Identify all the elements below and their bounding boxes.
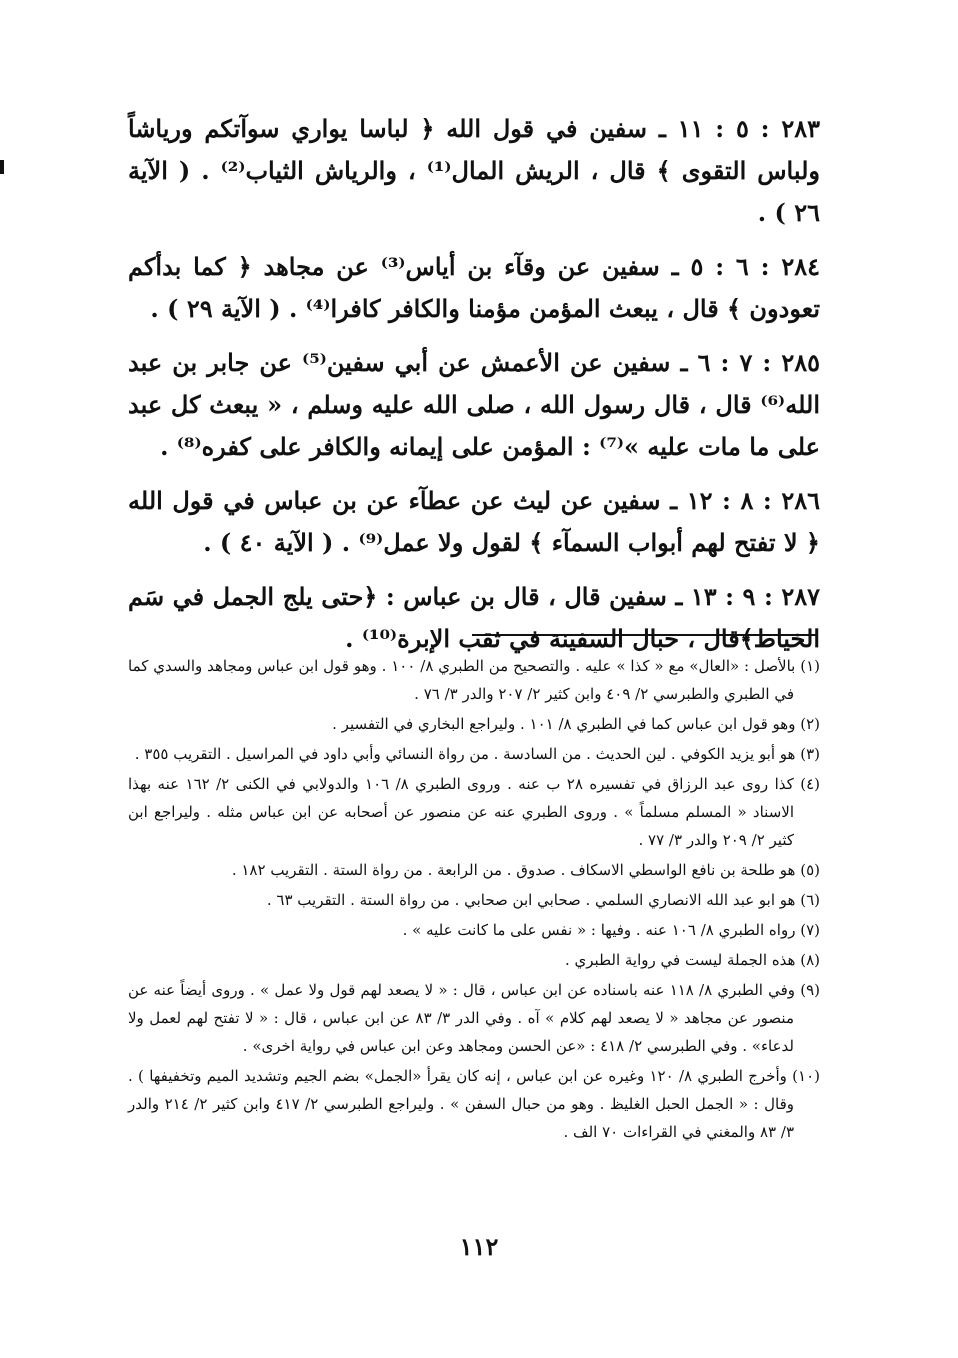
footnote-2: (٢) وهو قول ابن عباس كما في الطبري ٨/ ١٠١ . وليراجع البخاري في التفسير . bbox=[332, 715, 820, 733]
footnote-9: (٩) وفي الطبري ٨/ ١١٨ عنه باسناده عن ابن عباس ، قال : « لا يصعد لهم قول ولا عمل » . وروى أيضاً عنه عن منصور عن مجاهد « لا يصعد لهم كلام » آه . وفي الدر ٣/ ٨٣ عن ابن عباس ، قال : « لا تفتح لهم لعمل ولا لدعاء» . وفي الطبرسي ٢/ ٤١٨ : «عن الحسن ومجاهد وعن ابن عباس في رواية اخرى» . bbox=[128, 981, 821, 1055]
footnote-1: (١) بالأصل : «العال» مع « كذا » عليه . والتصحيح من الطبري ٨/ ١٠٠ . وهو قول ابن عباس ومجاهد والسدي كما في الطبري والطبرسي ٢/ ٤٠٩ وابن كثير ٢/ ٢٠٧ والدر ٣/ ٧٦ . bbox=[128, 657, 821, 703]
entry-285: ٢٨٥ : ٧ : ٦ ـ سفين عن الأعمش عن أبي سفين⁽⁵⁾ عن جابر بن عبد الله⁽⁶⁾ قال ، قال رسول الله ، صلى الله عليه وسلم ، « يبعث كل عبد على ما مات عليه »⁽⁷⁾ : المؤمن على إيمانه والكافر على كفره⁽⁸⁾ . bbox=[128, 348, 821, 461]
footnotes bbox=[128, 652, 820, 1148]
entry-286: ٢٨٦ : ٨ : ١٢ ـ سفين عن ليث عن عطآء عن بن عباس في قول الله ﴿ لا تفتح لهم أبواب السمآء ﴾ لقول ولا عمل⁽⁹⁾ . ( الآية ٤٠ ) . bbox=[128, 486, 820, 557]
footnote-3: (٣) هو أبو يزيد الكوفي . لين الحديث . من السادسة . من رواة النسائي وأبي داود في المراسيل . التقريب ٣٥٥ . bbox=[134, 745, 820, 763]
footnote-10: (١٠) وأخرج الطبري ٨/ ١٢٠ وغيره عن ابن عباس ، إنه كان يقرأ «الجمل» بضم الجيم وتشديد الميم وتخفيفها ) . وقال : « الجمل الحبل الغليظ . وهو من حبال السفن » . وليراجع الطبرسي ٢/ ٤١٧ وابن كثير ٢/ ٢١٤ والدر ٣/ ٨٣ والمغني في القراءات ٧٠ الف . bbox=[128, 1067, 820, 1141]
footnote-7: (٧) رواه الطبري ٨/ ١٠٦ عنه . وفيها : « نفس على ما كانت عليه » . bbox=[402, 921, 820, 939]
footnote-8: (٨) هذه الجملة ليست في رواية الطبري . bbox=[565, 951, 820, 969]
main-text bbox=[128, 108, 820, 672]
footnote-6: (٦) هو ابو عبد الله الانصاري السلمي . صحابي ابن صحابي . من رواة الستة . التقريب ٦٣ . bbox=[266, 891, 820, 909]
entry-287: ٢٨٧ : ٩ : ١٣ ـ سفين قال ، قال بن عباس : ﴿حتى يلج الجمل في سَم الخياط﴾قال ، حبال السفينة في ثقب الإبرة⁽¹⁰⁾ . bbox=[128, 582, 820, 653]
footnote-4: (٤) كذا روى عبد الرزاق في تفسيره ٢٨ ب عنه . وروى الطبري ٨/ ١٠٦ والدولابي في الكنى ٢/ ١٦٢ عنه بهذا الاسناد « المسلم مسلماً » . وروى الطبري عنه عن منصور عن أصحابه عن ابن عباس مثله . وليراجع ابن كثير ٢/ ٢٠٩ والدر ٣/ ٧٧ . bbox=[128, 775, 820, 849]
entry-283: ٢٨٣ : ٥ : ١١ ـ سفين في قول الله ﴿ لباسا يواري سوآتكم ورياشاً ولباس التقوى ﴾ قال ، الريش المال⁽¹⁾ ، والرياش الثياب⁽²⁾ . ( الآية ٢٦ ) . bbox=[128, 114, 821, 227]
margin-mark bbox=[0, 160, 4, 174]
footnote-5: (٥) هو طلحة بن نافع الواسطي الاسكاف . صدوق . من الرابعة . من رواة الستة . التقريب ١٨٢ . bbox=[231, 861, 820, 879]
entry-284: ٢٨٤ : ٦ : ٥ ـ سفين عن وقآء بن أياس⁽³⁾ عن مجاهد ﴿ كما بدأكم تعودون ﴾ قال ، يبعث المؤمن مؤمنا والكافر كافرا⁽⁴⁾ . ( الآية ٢٩ ) . bbox=[128, 252, 820, 323]
footnote-separator bbox=[472, 634, 818, 636]
page-number: ١١٢ bbox=[459, 1232, 499, 1261]
